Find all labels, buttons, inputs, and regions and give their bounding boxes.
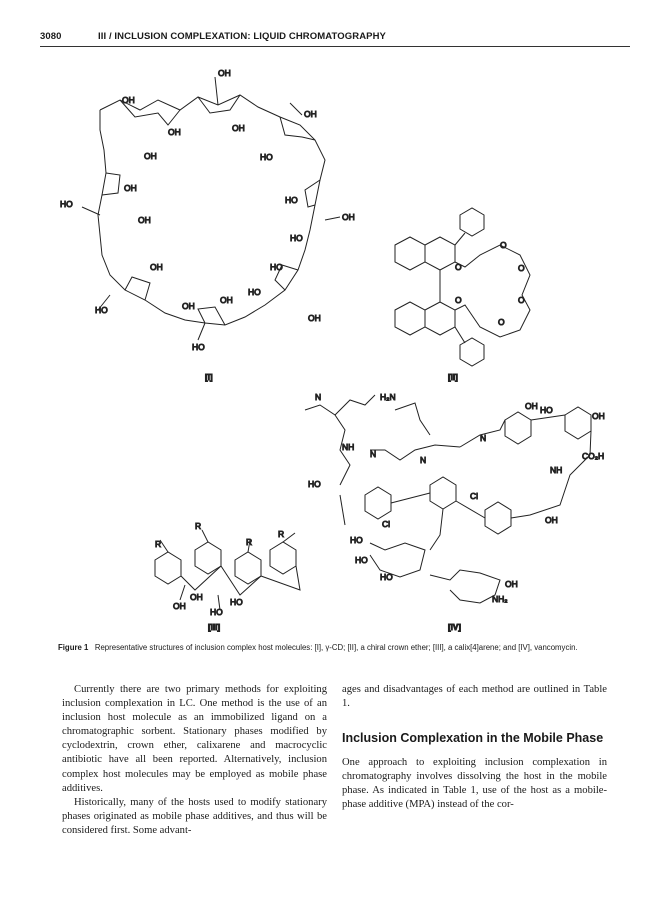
o-label: O	[500, 240, 507, 250]
cl-label: Cl	[470, 491, 479, 501]
oh-label: OH	[545, 515, 558, 525]
ho-label: HO	[248, 287, 261, 297]
r-label: R	[246, 537, 253, 547]
ho-label: HO	[60, 199, 73, 209]
r-label: R	[155, 539, 162, 549]
oh-label: OH	[592, 411, 605, 421]
oh-label: OH	[173, 601, 186, 611]
ho-label: HO	[285, 195, 298, 205]
ho-label: HO	[270, 262, 283, 272]
figure-caption	[58, 642, 628, 653]
oh-label: OH	[124, 183, 137, 193]
n-label: N	[315, 392, 322, 402]
oh-label: OH	[505, 579, 518, 589]
ho-label: HO	[290, 233, 303, 243]
ho-label: HO	[308, 479, 321, 489]
co2h-label: CO₂H	[582, 451, 605, 461]
oh-label: OH	[138, 215, 151, 225]
n-label: N	[420, 455, 427, 465]
structure-label-IV: [IV]	[448, 623, 461, 632]
running-header	[40, 30, 630, 47]
ho-label: HO	[192, 342, 205, 352]
nh-label: NH	[550, 465, 563, 475]
chiral-crown-ether-structure	[395, 208, 530, 366]
o-label: O	[498, 317, 505, 327]
structure-label-II: [II]	[448, 373, 458, 382]
ho-label: HO	[350, 535, 363, 545]
oh-label: OH	[144, 151, 157, 161]
r-label: R	[195, 521, 202, 531]
n-label: N	[480, 433, 487, 443]
o-label: O	[455, 262, 462, 272]
oh-label: OH	[308, 313, 321, 323]
body-column-right	[342, 683, 607, 813]
caption-label: Figure 1	[58, 643, 89, 652]
ho-label: HO	[540, 405, 553, 415]
chemical-structures	[40, 55, 630, 640]
n-label: N	[370, 449, 377, 459]
gamma-cyclodextrin-structure	[82, 77, 340, 340]
paragraph: Currently there are two primary methods for exploiting inclusion complexation in LC. One method is the use of an inclusion host molecule as an immobilized ligand on a chromatographic sorbent. Stationary phases modified by cyclodextrin, crown ether, calixarene and macrocyclic antibiotic have all been reported. Alternatively, inclusion complex host molecules may be employed as mobile phase additives.	[62, 684, 327, 794]
ho-label: HO	[355, 555, 368, 565]
page-number: 3080	[40, 31, 62, 42]
calixarene-structure	[155, 530, 300, 610]
ho-label: HO	[380, 572, 393, 582]
oh-label: OH	[342, 212, 355, 222]
oh-label: OH	[182, 301, 195, 311]
oh-label: OH	[232, 123, 245, 133]
ho-label: HO	[260, 152, 273, 162]
oh-label: OH	[150, 262, 163, 272]
structure-label-I: [I]	[205, 373, 213, 382]
h2n-label: H₂N	[380, 392, 396, 402]
structure-label-III: [III]	[208, 623, 220, 632]
paragraph: ages and disadvantages of each method are outlined in Table 1.	[342, 684, 607, 710]
figure-1	[40, 55, 630, 640]
oh-label: OH	[168, 127, 181, 137]
ho-label: HO	[95, 305, 108, 315]
oh-label: OH	[525, 401, 538, 411]
o-label: O	[455, 295, 462, 305]
paragraph: One approach to exploiting inclusion complexation in chromatography involves dissolving the host in the mobile phase. As indicated in Table 1, use of the host as a mobile-phase additive (MPA) instead of the cor-	[342, 757, 607, 811]
ho-label: HO	[210, 607, 223, 617]
o-label: O	[518, 263, 525, 273]
nh2-label: NH₂	[492, 594, 508, 604]
oh-label: OH	[304, 109, 317, 119]
ho-label: HO	[230, 597, 243, 607]
oh-label: OH	[190, 592, 203, 602]
paragraph: Historically, many of the hosts used to modify stationary phases originated as mobile phase additives, and thus will be considered first. Some advant-	[62, 796, 327, 836]
nh-label: NH	[342, 442, 355, 452]
vancomycin-structure	[305, 395, 591, 603]
r-label: R	[278, 529, 285, 539]
body-column-left	[62, 683, 327, 838]
o-label: O	[518, 295, 525, 305]
cl-label: Cl	[382, 519, 391, 529]
running-title: III / INCLUSION COMPLEXATION: LIQUID CHROMATOGRAPHY	[98, 31, 386, 42]
caption-text: Representative structures of inclusion complex host molecules: [I], γ-CD; [II], a chiral crown ether; [III], a calix[4]arene; and [IV], vancomycin.	[94, 643, 578, 652]
section-heading: Inclusion Complexation in the Mobile Phase	[342, 731, 604, 746]
oh-label: OH	[122, 95, 135, 105]
oh-label: OH	[220, 295, 233, 305]
oh-label: OH	[218, 68, 231, 78]
